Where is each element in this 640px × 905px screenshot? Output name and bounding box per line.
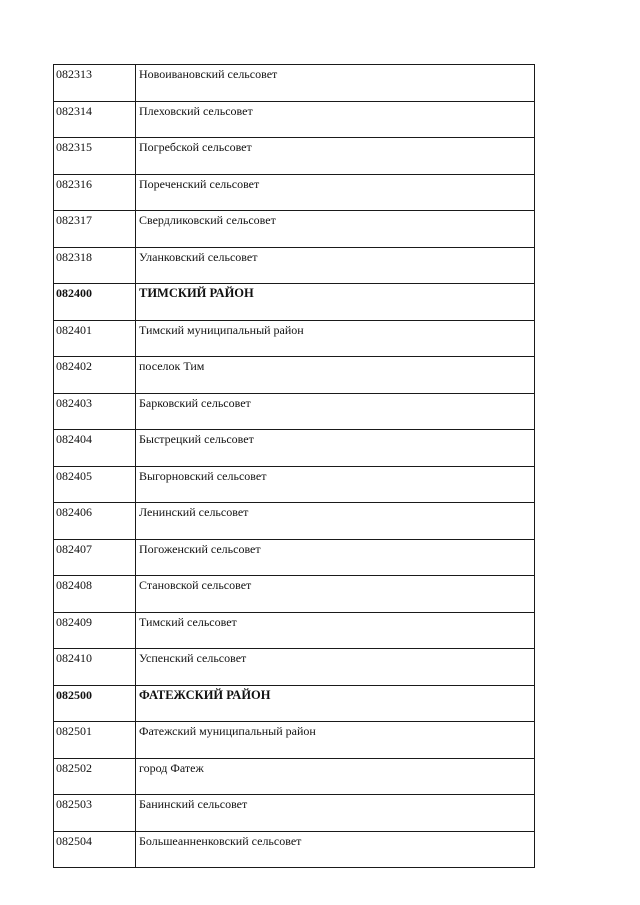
registry-table (53, 64, 535, 868)
code-cell: 082501 (54, 722, 136, 759)
table-row (54, 211, 535, 248)
name-cell: Успенский сельсовет (136, 649, 535, 686)
name-cell: Уланковский сельсовет (136, 247, 535, 284)
name-cell: Плеховский сельсовет (136, 101, 535, 138)
name-cell: город Фатеж (136, 758, 535, 795)
table-row (54, 101, 535, 138)
table-row (54, 357, 535, 394)
table-row (54, 649, 535, 686)
table-row (54, 758, 535, 795)
table-row (54, 466, 535, 503)
code-cell: 082410 (54, 649, 136, 686)
table-row (54, 722, 535, 759)
district-name-cell: ФАТЕЖСКИЙ РАЙОН (136, 685, 535, 722)
table-row (54, 393, 535, 430)
code-cell: 082315 (54, 138, 136, 175)
code-cell: 082409 (54, 612, 136, 649)
code-cell: 082400 (54, 284, 136, 321)
table-row (54, 831, 535, 868)
registry-table-body (54, 65, 535, 868)
table-row (54, 65, 535, 102)
name-cell: Большеанненковский сельсовет (136, 831, 535, 868)
name-cell: Новоивановский сельсовет (136, 65, 535, 102)
name-cell: Погребской сельсовет (136, 138, 535, 175)
table-row (54, 138, 535, 175)
code-cell: 082317 (54, 211, 136, 248)
code-cell: 082404 (54, 430, 136, 467)
name-cell: Банинский сельсовет (136, 795, 535, 832)
table-row (54, 612, 535, 649)
table-row (54, 430, 535, 467)
table-row (54, 247, 535, 284)
code-cell: 082500 (54, 685, 136, 722)
code-cell: 082313 (54, 65, 136, 102)
name-cell: Ленинский сельсовет (136, 503, 535, 540)
name-cell: Выгорновский сельсовет (136, 466, 535, 503)
code-cell: 082401 (54, 320, 136, 357)
district-header-row (54, 685, 535, 722)
code-cell: 082405 (54, 466, 136, 503)
name-cell: Барковский сельсовет (136, 393, 535, 430)
code-cell: 082403 (54, 393, 136, 430)
name-cell: Быстрецкий сельсовет (136, 430, 535, 467)
table-row (54, 320, 535, 357)
name-cell: Тимский сельсовет (136, 612, 535, 649)
table-row (54, 539, 535, 576)
code-cell: 082407 (54, 539, 136, 576)
code-cell: 082502 (54, 758, 136, 795)
code-cell: 082504 (54, 831, 136, 868)
code-cell: 082402 (54, 357, 136, 394)
code-cell: 082316 (54, 174, 136, 211)
name-cell: поселок Тим (136, 357, 535, 394)
code-cell: 082318 (54, 247, 136, 284)
code-cell: 082408 (54, 576, 136, 613)
code-cell: 082503 (54, 795, 136, 832)
name-cell: Пореченский сельсовет (136, 174, 535, 211)
district-header-row (54, 284, 535, 321)
name-cell: Погоженский сельсовет (136, 539, 535, 576)
code-cell: 082314 (54, 101, 136, 138)
name-cell: Тимский муниципальный район (136, 320, 535, 357)
name-cell: Свердликовский сельсовет (136, 211, 535, 248)
table-row (54, 503, 535, 540)
district-name-cell: ТИМСКИЙ РАЙОН (136, 284, 535, 321)
name-cell: Становской сельсовет (136, 576, 535, 613)
name-cell: Фатежский муниципальный район (136, 722, 535, 759)
table-row (54, 795, 535, 832)
table-row (54, 174, 535, 211)
table-row (54, 576, 535, 613)
code-cell: 082406 (54, 503, 136, 540)
